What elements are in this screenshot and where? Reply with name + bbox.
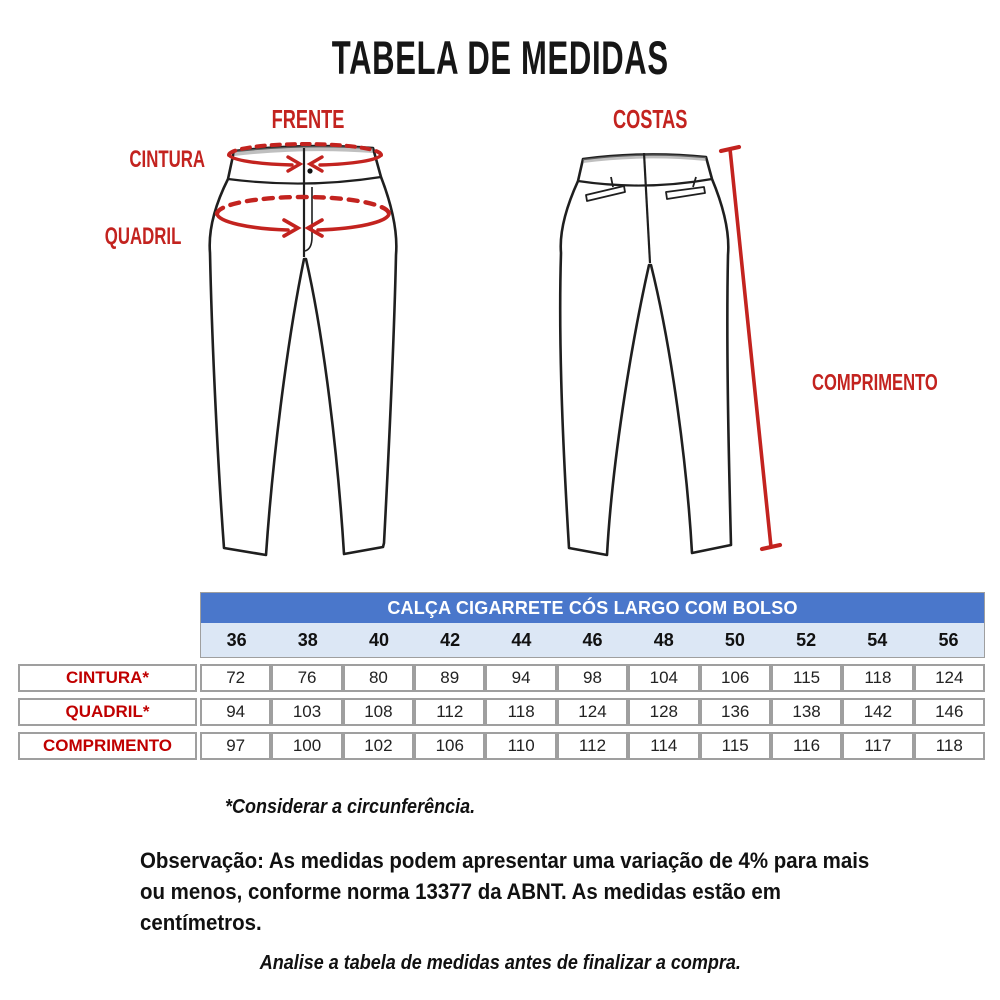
observation-line: Observação: As medidas podem apresentar uma variação de 4% para mais: [140, 848, 870, 873]
front-view-label: FRENTE: [271, 104, 345, 134]
row-label-waist: CINTURA*: [18, 664, 197, 692]
size-header-cell: 42: [440, 630, 461, 650]
table-cell: 110: [485, 732, 556, 760]
back-view-label: COSTAS: [612, 104, 688, 134]
waist-label: CINTURA: [129, 146, 205, 173]
table-cell: 112: [414, 698, 485, 726]
size-header-cell: 52: [796, 630, 817, 650]
row-label-hip: QUADRIL*: [18, 698, 197, 726]
table-row-hip: [18, 698, 985, 726]
table-cell: 138: [771, 698, 842, 726]
size-header-cell: 56: [938, 630, 959, 650]
table-cell: 114: [628, 732, 699, 760]
table-cell: 118: [914, 732, 985, 760]
table-cell: 124: [914, 664, 985, 692]
table-cell: 142: [842, 698, 913, 726]
size-header-cell: 38: [297, 630, 318, 650]
table-cell: 117: [842, 732, 913, 760]
pants-back-diagram: [550, 135, 790, 575]
page-title-text: TABELA DE MEDIDAS: [331, 31, 669, 84]
table-cell: 103: [271, 698, 342, 726]
table-cell: 146: [914, 698, 985, 726]
size-table: [18, 592, 985, 760]
table-cell: 89: [414, 664, 485, 692]
table-cell: 124: [557, 698, 628, 726]
table-cell: 106: [700, 664, 771, 692]
table-cell: 102: [343, 732, 414, 760]
size-header-cell: 46: [582, 630, 603, 650]
size-header-cell: 44: [511, 630, 532, 650]
observation-note: [140, 845, 924, 938]
table-row-waist: [18, 664, 985, 692]
size-header-cell: 48: [653, 630, 674, 650]
table-cell: 94: [200, 698, 271, 726]
table-cell: 106: [414, 732, 485, 760]
table-cell: 76: [271, 664, 342, 692]
table-cell: 108: [343, 698, 414, 726]
size-header-cell: 54: [867, 630, 888, 650]
table-cell: 80: [343, 664, 414, 692]
length-label: COMPRIMENTO: [812, 369, 938, 395]
front-button: [307, 168, 312, 173]
table-cell: 128: [628, 698, 699, 726]
table-cell: 115: [771, 664, 842, 692]
table-cell: 112: [557, 732, 628, 760]
table-cell: 72: [200, 664, 271, 692]
page-title: [0, 30, 1000, 85]
row-label-length: COMPRIMENTO: [18, 732, 197, 760]
size-header-cell: 40: [368, 630, 389, 650]
table-row-length: [18, 732, 985, 760]
table-cell: 97: [200, 732, 271, 760]
size-header-row: [200, 623, 985, 658]
size-header-cell: 36: [226, 630, 247, 650]
final-note: Analise a tabela de medidas antes de finalizar a compra.: [259, 952, 741, 974]
observation-line: ou menos, conforme norma 13377 da ABNT. As medidas estão em: [140, 879, 781, 904]
table-cell: 115: [700, 732, 771, 760]
table-cell: 98: [557, 664, 628, 692]
hip-label: QUADRIL: [104, 223, 181, 250]
table-cell: 100: [271, 732, 342, 760]
table-cell: 94: [485, 664, 556, 692]
table-cell: 116: [771, 732, 842, 760]
observation-line: centímetros.: [140, 910, 262, 935]
table-cell: 104: [628, 664, 699, 692]
size-header-cell: 50: [724, 630, 745, 650]
pants-front-diagram: [200, 135, 410, 575]
table-cell: 118: [485, 698, 556, 726]
table-cell: 118: [842, 664, 913, 692]
table-cell: 136: [700, 698, 771, 726]
circumference-note: *Considerar a circunferência.: [225, 796, 476, 818]
size-table-title: CALÇA CIGARRETE CÓS LARGO COM BOLSO: [200, 592, 985, 623]
